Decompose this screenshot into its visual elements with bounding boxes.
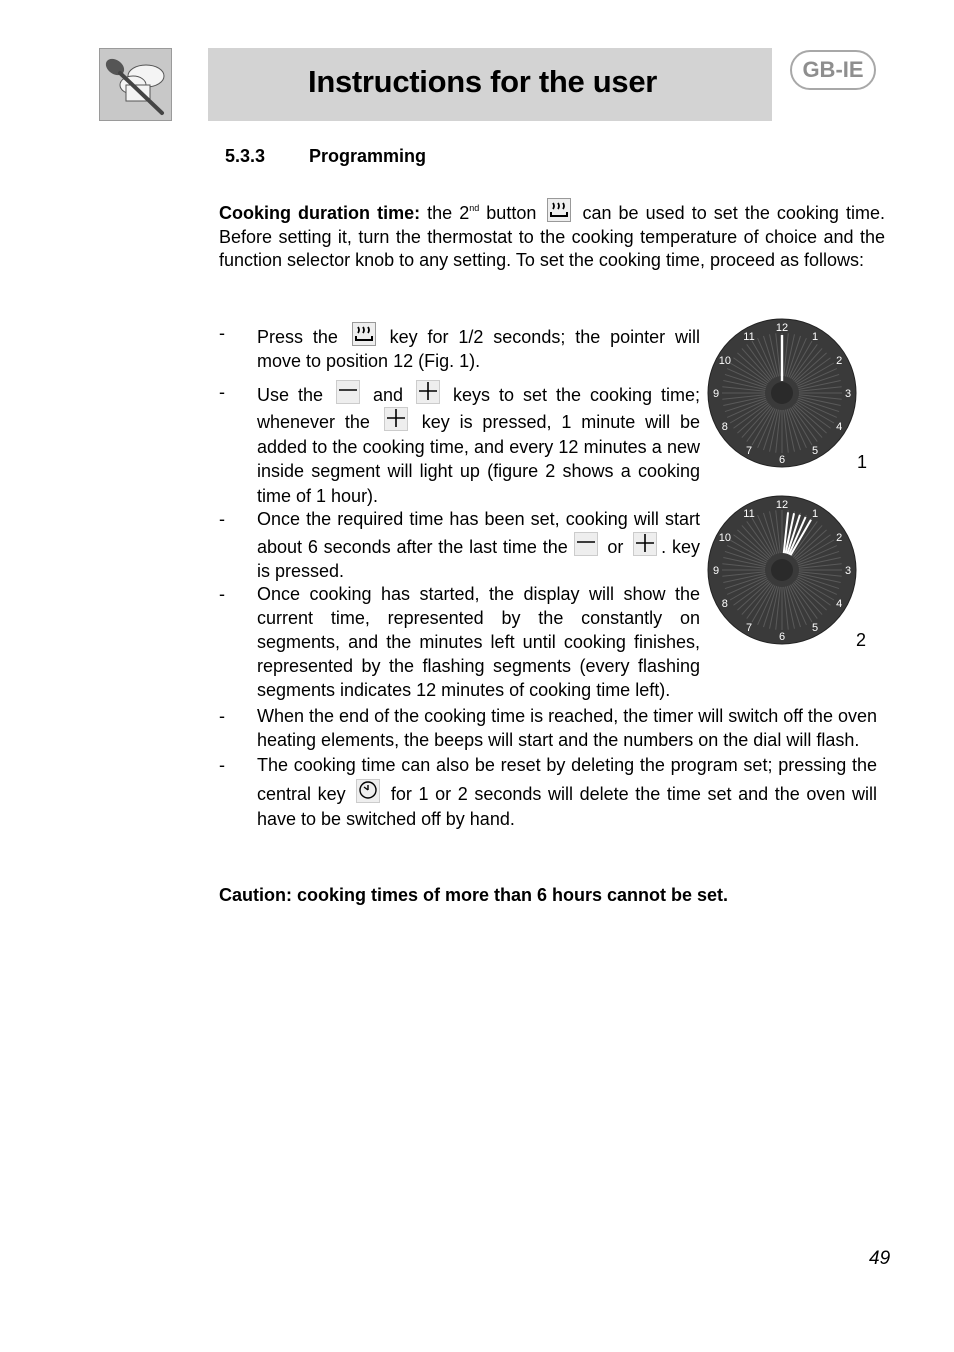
dial-number: 5 [811,622,819,635]
dial-number: 1 [811,507,819,520]
dial-number: 12 [775,499,789,511]
dial-number: 4 [836,598,843,610]
dial-number: 7 [745,445,753,458]
dial-hub [771,382,793,404]
header-bar [208,48,772,121]
intro-lead: Cooking duration time: [219,203,421,223]
dial-number: 2 [836,355,843,367]
dial-number: 11 [743,507,755,520]
bullet-dash: - [219,381,225,402]
timer-dial-figure-1 [707,318,857,468]
bullet-text: keys to set the cooking time; whenever the [257,384,700,433]
intro-sup: nd [469,203,480,213]
dial-number: 5 [811,445,819,458]
figure-2-label: 2 [856,630,867,650]
dial-svg [707,495,857,645]
dial-number: 6 [778,454,786,466]
dial-hub [771,559,793,581]
dial-number: 3 [844,388,852,400]
dial-svg [707,318,857,468]
bullet-dash: - [219,755,225,776]
clock-icon [356,779,380,803]
bullet-text: for 1 or 2 seconds will delete the time set and the oven will have to be switched off by hand. [257,783,877,830]
bullet-text: key is pressed, 1 minute will be added to the cooking time, and every 12 minutes a new inside segment will light up (figure 2 shows a cooking time of 1 hour). [257,412,700,506]
section-heading [225,146,426,167]
dial-number: 11 [743,330,755,343]
dial-number: 10 [718,532,731,544]
bullet-dash: - [219,706,225,727]
intro-text: the 2 [420,203,470,223]
bullet-text: Press the [257,327,338,347]
list-item [219,583,700,702]
dial-number: 3 [844,565,852,577]
dial-number: 7 [745,622,753,635]
bullet-text: key for 1/2 seconds; the pointer will move to position 12 (Fig. 1). [257,327,700,371]
plus-icon [416,380,440,404]
dial-number: 6 [778,631,786,643]
bullet-dash: - [219,584,225,605]
list-item [219,380,700,509]
bullet-text: and [372,384,404,405]
dial-number: 8 [721,421,728,433]
dial-number: 9 [712,388,720,400]
intro-text: can be used to set the cooking time. Before setting it, turn the thermostat to the cooking temperature of choice and the function selector knob to any setting. To set the cooking time, proceed as follows: [219,203,885,270]
page-title: Instructions for the user [308,64,658,99]
cooking-duration-icon [547,198,571,222]
page-number: 49 [869,1248,891,1269]
cooking-duration-icon [352,322,376,346]
dial-number: 12 [775,322,789,334]
bullet-text: . key is pressed. [257,536,700,581]
dial-number: 2 [836,532,843,544]
minus-icon [574,532,598,556]
language-badge: GB-IE [790,50,876,90]
bullet-text: Once the required time has been set, cooking will start about 6 seconds after the last time the [257,509,700,557]
plus-icon [384,407,408,431]
caution-note: Caution: cooking times of more than 6 hours cannot be set. [219,885,729,905]
bullet-text: Once cooking has started, the display will show the current time, represented by the constantly on segments, and the minutes left until cooking finishes, represented by the flashing segments (every flashing segments indicates 12 minutes of cooking time left). [257,584,700,700]
chef-hat-spoon-icon [100,49,173,122]
section-number: 5.3.3 [225,146,266,166]
bullet-text: When the end of the cooking time is reached, the timer will switch off the oven heating elements, the beeps will start and the numbers on the dial will flash. [257,706,877,751]
list-item [219,322,700,374]
list-item [219,753,877,833]
dial-number: 9 [712,565,720,577]
plus-icon [633,532,657,556]
bullet-text: Use the [257,384,324,405]
intro-paragraph [219,198,885,273]
bullet-text: or [607,536,624,557]
bullet-dash: - [219,323,225,343]
dial-number: 1 [811,330,819,343]
dial-number: 4 [836,421,843,433]
timer-dial-figure-2 [707,495,857,645]
intro-text: button [479,203,537,223]
bullet-text: The cooking time can also be reset by deleting the program set; pressing the central key [257,755,877,804]
list-item [219,705,877,753]
figure-1-label: 1 [857,452,868,472]
bullet-dash: - [219,509,225,530]
list-item [219,508,700,583]
dial-number: 10 [718,355,731,367]
minus-icon [336,380,360,404]
dial-number: 8 [721,598,728,610]
section-title: Programming [309,146,427,166]
brand-logo [99,48,172,121]
